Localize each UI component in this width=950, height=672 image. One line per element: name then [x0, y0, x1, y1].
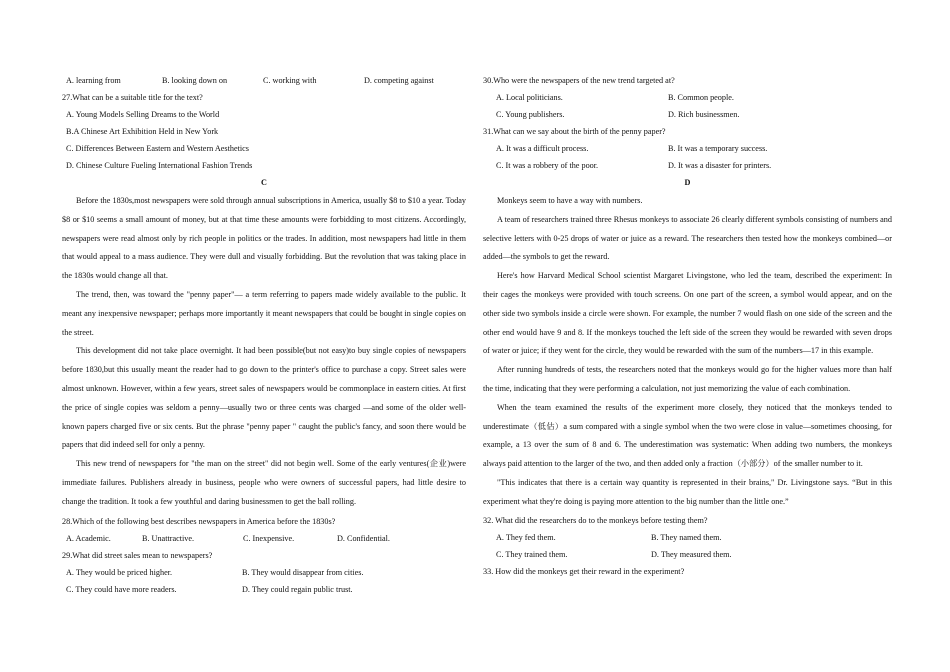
q29-option-c: C. They could have more readers.	[66, 584, 177, 594]
q31-stem: 31.What can we say about the birth of the penny paper?	[483, 127, 666, 136]
q28-option-b: B. Unattractive.	[142, 533, 195, 543]
q26-option-d: D. competing against	[364, 76, 434, 85]
section-d-heading: D	[684, 178, 691, 187]
q29-stem: 29.What did street sales mean to newspapers?	[62, 550, 213, 560]
passage-c-paragraph-2: The trend, then, was toward the "penny paper"— a term referring to papers made widely available to the public. It meant any inexpensive newspaper; perhaps more importantly it meant newspapers that could be bought in single copies on the street.	[62, 289, 466, 337]
q30-options-row-1	[483, 89, 892, 106]
q28-option-c: C. Inexpensive.	[243, 533, 295, 543]
q31-option-b: B. It was a temporary success.	[668, 144, 768, 153]
q30-option-c: C. Young publishers.	[496, 110, 565, 119]
q30-options-row-2	[483, 106, 892, 123]
q26-option-b: B. looking down on	[162, 76, 228, 85]
section-c-heading: C	[261, 178, 267, 187]
passage-d-paragraph-5: When the team examined the results of the experiment more closely, they noticed that the monkeys tended to underestimate（低估）a sum compared with a single symbol when the two were close in value—sometimes choosing, for example, a 13 over the sum of 8 and 6. The underestimation was systematic: When adding two numbers, the monkeys always paid attention to the larger of the two, and then added only a fraction（小部分）of the smaller number to it.	[483, 402, 892, 469]
q32-option-a: A. They fed them.	[496, 532, 556, 542]
q32-option-b: B. They named them.	[651, 532, 722, 542]
q29-option-b: B. They would disappear from cities.	[242, 567, 364, 577]
q31-option-d: D. It was a disaster for printers.	[668, 161, 772, 170]
q29-options-row-1	[62, 564, 466, 581]
q30-option-b: B. Common people.	[668, 93, 734, 102]
q32-options-row-1	[483, 529, 892, 546]
passage-d-paragraph-6: "This indicates that there is a certain way quantity is represented in their brains," Dr. Livingstone says. “But in this experiment what they're doing is paying more attention to the big number than the little one.”	[483, 477, 892, 506]
q27-option-d: D. Chinese Culture Fueling International Fashion Trends	[66, 161, 253, 170]
passage-d-paragraph-3: Here's how Harvard Medical School scientist Margaret Livingstone, who led the team, described the experiment: In their cages the monkeys were provided with touch screens. On one part of the screen, a symbol would appear, and on the other side two symbols inside a circle were shown. For example, the number 7 would flash on one side of the screen and the other end would have 9 and 8. If the monkeys touched the left side of the screen they would be rewarded with seven drops of water or juice; if they went for the circle, they would be rewarded with the sum of the numbers—17 in this example.	[483, 271, 892, 356]
left-column	[62, 72, 466, 598]
q28-option-d: D. Confidential.	[337, 533, 390, 543]
passage-c-paragraph-4: This new trend of newspapers for "the man on the street" did not begin well. Some of the early ventures(企业)were immediate failures. Publishers already in business, people who were owners of successful papers, had little desire to change the tradition. It took a few youthful and daring businessmen to get the ball rolling.	[62, 459, 466, 506]
q27-option-a: A. Young Models Selling Dreams to the World	[66, 110, 220, 119]
q33-stem: 33. How did the monkeys get their reward in the experiment?	[483, 566, 685, 576]
q32-stem: 32. What did the researchers do to the monkeys before testing them?	[483, 515, 708, 525]
q32-option-d: D. They measured them.	[651, 549, 732, 559]
passage-d-paragraph-2: A team of researchers trained three Rhesus monkeys to associate 26 clearly different symbols consisting of numbers and selective letters with 0-25 drops of water or juice as a reward. The researchers then tested how the monkeys combined—or added—the symbols to get the reward.	[483, 214, 892, 262]
q29-option-a: A. They would be priced higher.	[66, 567, 173, 577]
passage-d-paragraph-1: Monkeys seem to have a way with numbers.	[497, 196, 643, 205]
q28-stem: 28.Which of the following best describes newspapers in America before the 1830s?	[62, 516, 336, 526]
passage-d-paragraph-4: After running hundreds of tests, the researchers noted that the monkeys would go for the higher values more than half the time, indicating that they were performing a calculation, not just memorizing the value of each combination.	[483, 365, 892, 393]
q27-option-b: B.A Chinese Art Exhibition Held in New York	[66, 127, 219, 136]
q27-option-c: C. Differences Between Eastern and Western Aesthetics	[66, 144, 249, 153]
q26-options	[62, 72, 466, 89]
q32-option-c: C. They trained them.	[496, 549, 568, 559]
q31-option-a: A. It was a difficult process.	[496, 144, 589, 153]
q32-options-row-2	[483, 546, 892, 563]
q26-option-c: C. working with	[263, 76, 317, 85]
q31-option-c: C. It was a robbery of the poor.	[496, 161, 599, 170]
q30-stem: 30.Who were the newspapers of the new trend targeted at?	[483, 76, 675, 85]
q31-options-row-1	[483, 140, 892, 157]
right-column	[483, 72, 892, 580]
q26-option-a: A. learning from	[66, 76, 121, 85]
q30-option-a: A. Local politicians.	[496, 93, 563, 102]
q29-options-row-2	[62, 581, 466, 598]
q28-options	[62, 530, 466, 547]
q29-option-d: D. They could regain public trust.	[242, 584, 353, 594]
q30-option-d: D. Rich businessmen.	[668, 110, 740, 119]
q27-stem: 27.What can be a suitable title for the text?	[62, 93, 203, 102]
q28-option-a: A. Academic.	[66, 533, 111, 543]
passage-c-paragraph-1: Before the 1830s,most newspapers were sold through annual subscriptions in America, usually $8 to $10 a year. Today $8 or $10 seems a small amount of money, but at that time these amounts were forbidding to most citizens. Accordingly, newspapers were read almost only by rich people in politics or the trades. In addition, most newspapers had little in them that would appeal to a mass audience. They were dull and visually forbidding. But the revolution that was taking place in the 1830s would change all that.	[62, 196, 466, 281]
q31-options-row-2	[483, 157, 892, 174]
passage-c-paragraph-3: This development did not take place overnight. It had been possible(but not easy)to buy single copies of newspapers before 1830,but this usually meant the reader had to go down to the printer's office to purchase a copy. Street sales were almost unknown. However, within a few years, street sales of newspapers would be commonplace in eastern cities. At first the price of single copies was seldom a penny—usually two or three cents was charged —and some of the older well-known papers charged five or six cents. But the phrase "penny paper " caught the public's fancy, and soon there would be papers that did indeed sell for only a penny.	[62, 346, 466, 450]
